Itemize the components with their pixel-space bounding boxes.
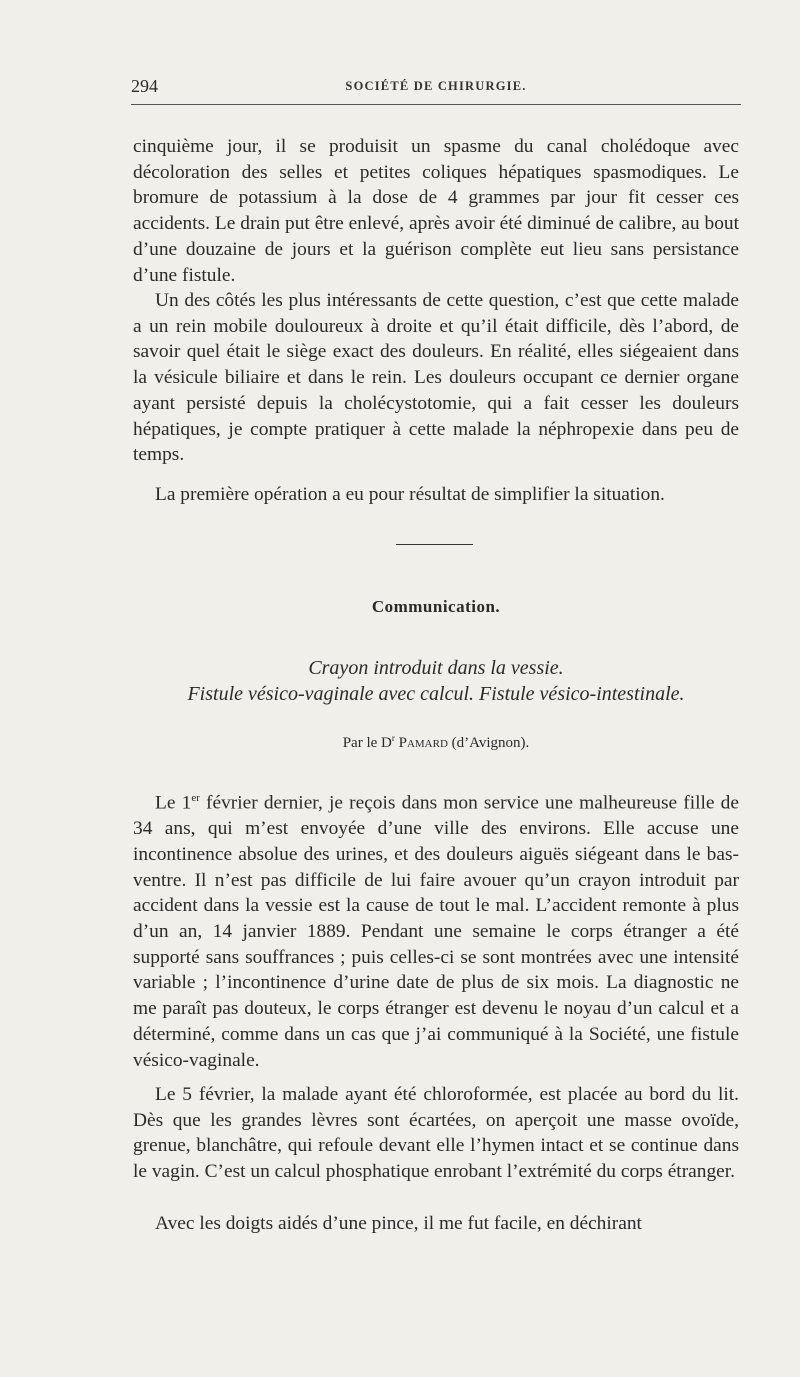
case-start-sup: er — [191, 792, 200, 804]
paragraph-extraction: Avec les doigts aidés d’une pince, il me fut facile, en déchirant — [155, 1213, 642, 1234]
paragraph-conclusion: La première opération a eu pour résultat de simplifier la situation. — [155, 484, 665, 505]
byline-suffix: (d’Avignon). — [451, 735, 530, 751]
case-start: Le 1 — [155, 792, 192, 814]
paragraph-operation: Le 5 février, la malade ayant été chloroformée, est placée au bord du lit. Dès que les grandes lèvres sont écartées, on aperçoit une masse ovoïde, grenue, blanchâtre, qui refoule devant elle l’hymen intact et se continue dans le vagin. C’est un calcul phosphatique enrobant l’extrémité du corps étranger. — [133, 1084, 739, 1183]
page-number: 294 — [131, 76, 158, 96]
separator-rule — [396, 544, 473, 545]
paragraph-kidney: Un des côtés les plus intéressants de cette question, c’est que cette malade a un rein mobile douloureux à droite et qu’il était difficile, dès l’abord, de savoir quel était le siège exact des douleurs. En réalité, elles siégeaient dans la vésicule biliaire et dans le rein. Les douleurs occupant ce dernier organe ayant persisté depuis la cholécystotomie, qui a fait cesser les douleurs hépatiques, je compte pratiquer à cette malade la néphropexie dans peu de temps. — [133, 290, 739, 466]
paragraph-case — [133, 786, 739, 1073]
article-title-line-1: Crayon introduit dans la vessie. — [308, 657, 564, 679]
page-header — [131, 76, 741, 100]
header-rule — [131, 104, 741, 105]
byline-prefix-sup: r — [391, 733, 395, 743]
case-rest: février dernier, je reçois dans mon service une malheureuse fille de 34 ans, qui m’est envoyée d’une ville des environs. Elle accuse une incontinence absolue des urines, et des douleurs aiguës siégeant dans le bas-ventre. Il n’est pas difficile de lui faire avouer qu’un crayon introduit par accident dans la vessie est la cause de tout le mal. L’accident remonte à plus d’un an, 14 janvier 1889. Pendant une semaine le corps étranger a été supporté sans souffrances ; puis celles-ci se sont montrées avec une intensité variable ; l’incontinence d’urine date de plus de six mois. La diagnostic ne me paraît pas douteux, le corps étranger est devenu le noyau d’un calcul et a déterminé, comme dans un cas que j’ai communiqué à la Société, une fistule vésico-vaginale. — [133, 792, 739, 1071]
article-title — [133, 655, 739, 707]
byline-prefix: Par le D — [342, 735, 392, 751]
article-title-line-2: Fistule vésico-vaginale avec calcul. Fistule vésico-intestinale. — [187, 683, 685, 705]
section-title: Communication. — [371, 597, 501, 616]
paragraph-continuation: cinquième jour, il se produisit un spasme du canal cholédoque avec décoloration des selles et petites coliques hépatiques spasmodiques. Le bromure de potassium à la dose de 4 grammes par jour fit cesser ces accidents. Le drain put être enlevé, après avoir été diminué de calibre, au bout d’une douzaine de jours et la guérison complète eut lieu sans persistance d’une fistule. — [133, 136, 739, 286]
author-name: Pamard — [398, 735, 448, 751]
running-title: SOCIÉTÉ DE CHIRURGIE. — [345, 79, 527, 93]
byline — [133, 733, 739, 752]
